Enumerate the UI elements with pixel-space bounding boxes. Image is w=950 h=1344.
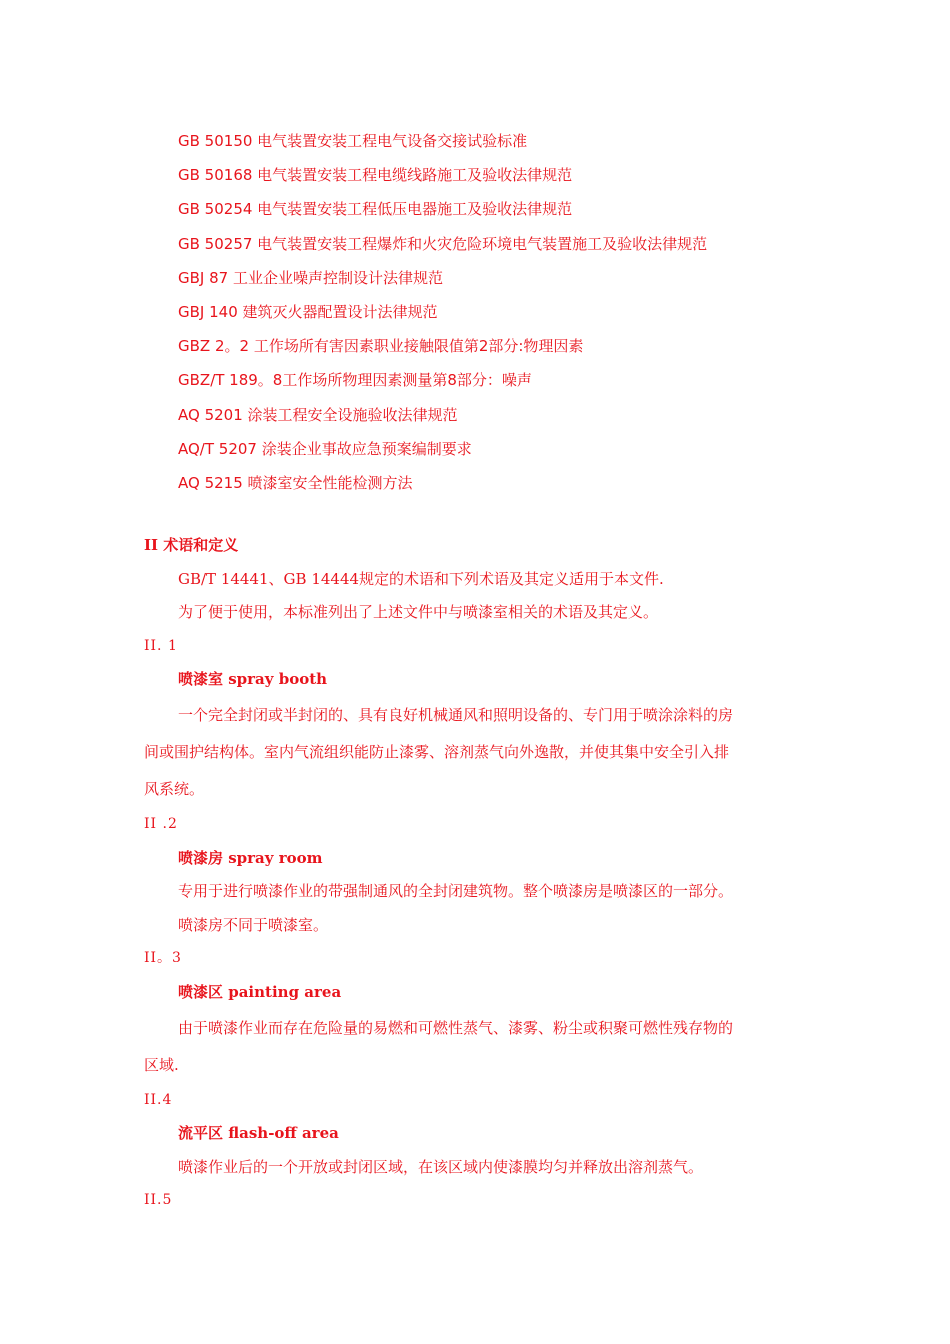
term-title: 流平区 flash-off area: [178, 1124, 339, 1143]
section-intro: GB/T 14441、GB 14444规定的术语和下列术语及其定义适用于本文件.: [178, 569, 664, 588]
term-number: II .2: [144, 815, 178, 832]
definition-line: 专用于进行喷漆作业的带强制通风的全封闭建筑物。整个喷漆房是喷漆区的一部分。: [178, 882, 734, 901]
definition-line: 一个完全封闭或半封闭的、具有良好机械通风和照明设备的、专门用于喷涂涂料的房: [178, 705, 734, 724]
section-heading: II 术语和定义: [144, 536, 239, 554]
definition-line: 间或围护结构体。室内气流组织能防止漆雾、溶剂蒸气向外逸散，并使其集中安全引入排: [144, 742, 730, 761]
definition-line: 区域.: [144, 1055, 179, 1074]
reference-item: AQ/T 5207 涂装企业事故应急预案编制要求: [178, 439, 472, 458]
reference-item: GBJ 87 工业企业噪声控制设计法律规范: [178, 268, 443, 287]
reference-item: GBZ/T 189。8工作场所物理因素测量第8部分：噪声: [178, 371, 532, 390]
definition-line: 喷漆作业后的一个开放或封闭区域，在该区域内使漆膜均匀并释放出溶剂蒸气。: [178, 1157, 704, 1176]
reference-item: GB 50150 电气装置安装工程电气设备交接试验标准: [178, 132, 528, 150]
reference-item: GB 50254 电气装置安装工程低压电器施工及验收法律规范: [178, 200, 573, 219]
reference-item: GB 50257 电气装置安装工程爆炸和火灾危险环境电气装置施工及验收法律规范: [178, 234, 708, 253]
definition-line: 喷漆房不同于喷漆室。: [178, 915, 329, 934]
section-intro: 为了便于使用，本标准列出了上述文件中与喷漆室相关的术语及其定义。: [178, 603, 659, 622]
term-title: 喷漆区 painting area: [178, 982, 342, 1001]
normative-reference-list: [178, 124, 878, 500]
reference-item: GBZ 2。2 工作场所有害因素职业接触限值第2部分:物理因素: [178, 337, 584, 356]
term-definition: [144, 697, 804, 808]
definition-line: 由于喷漆作业而存在危险量的易燃和可燃性蒸气、漆雾、粉尘或积聚可燃性残存物的: [178, 1018, 734, 1037]
definition-line: 风系统。: [144, 779, 205, 798]
term-number: II. 1: [144, 637, 178, 654]
term-number: II。3: [144, 950, 182, 967]
term-title: 喷漆室 spray booth: [178, 670, 328, 689]
term-number: II.5: [144, 1192, 173, 1209]
reference-item: GBJ 140 建筑灭火器配置设计法律规范: [178, 302, 438, 321]
term-title: 喷漆房 spray room: [178, 848, 323, 867]
term-number: II.4: [144, 1091, 173, 1108]
terms-section: [144, 529, 804, 1218]
reference-item: AQ 5215 喷漆室安全性能检测方法: [178, 473, 413, 492]
reference-item: AQ 5201 涂装工程安全设施验收法律规范: [178, 405, 458, 424]
term-definition: [144, 1010, 804, 1084]
reference-item: GB 50168 电气装置安装工程电缆线路施工及验收法律规范: [178, 166, 573, 185]
